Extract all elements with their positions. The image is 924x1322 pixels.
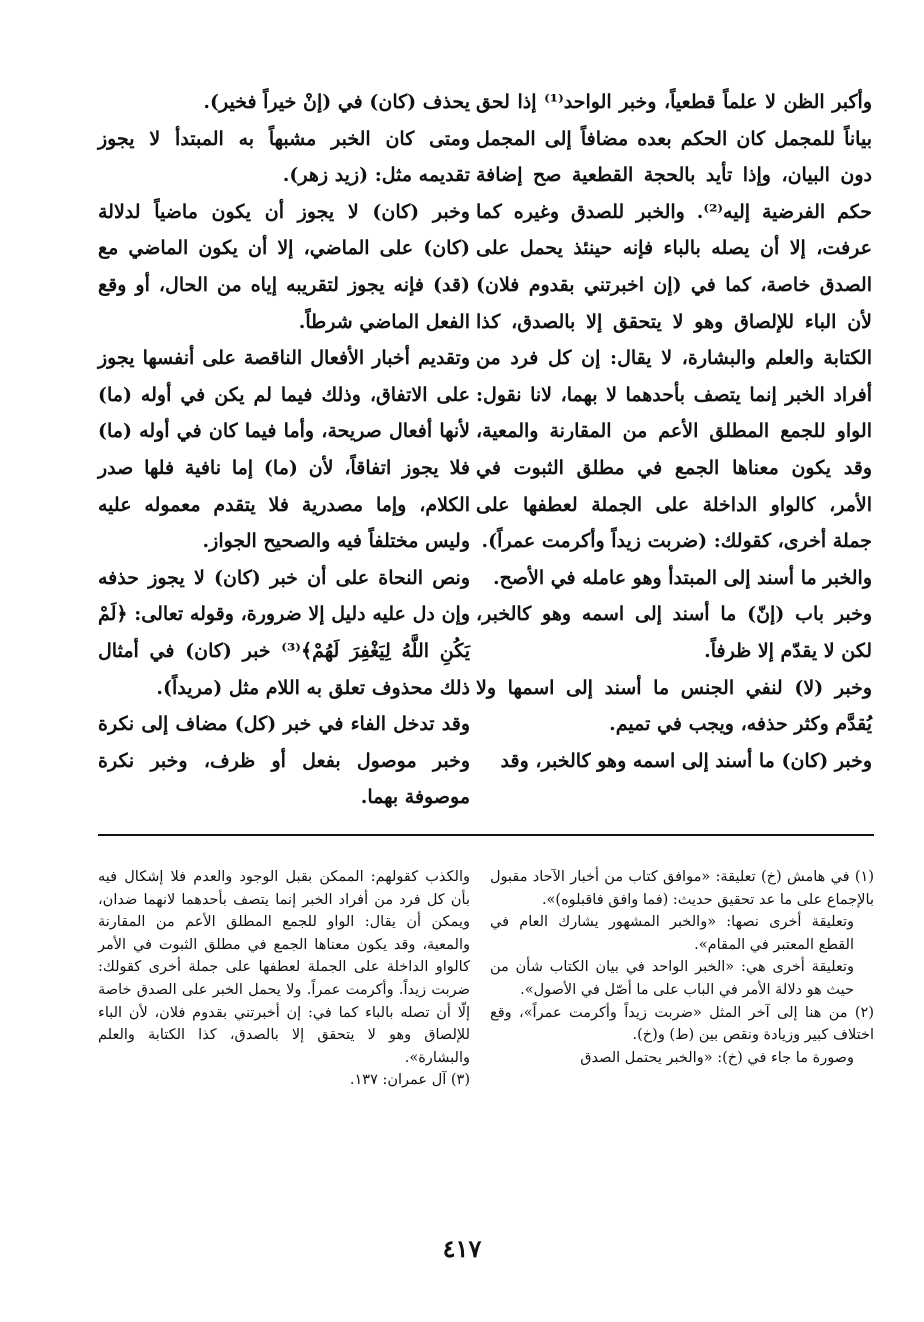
paragraph: ومتى كان الخبر مشبهاً به المبتدأ لا يجوز تقديمه مثل: (زيد زهر). <box>98 127 470 187</box>
paragraph: ونص النحاة على أن خبر (كان) لا يجوز حذفه وإن دل عليه دليل إلا ضرورة، وقوله تعالى: ﴿لَمْ يَكُنِ اللَّهُ لِيَغْفِرَ لَهُمْ﴾⁽³⁾ خبر (كان) في أمثال ذلك محذوف تعلق به اللام مثل (مريداً). <box>98 566 470 699</box>
footnote: وتعليقة أخرى هي: «الخبر الواحد في بيان الكتاب شأن من حيث هو دلالة الأمر في الباب على ما أصّل في الأصول». <box>490 959 854 998</box>
paragraph: وتقديم أخبار الأفعال الناقصة على أنفسها يجوز على الاتفاق، وذلك فيما لم يكن في أوله (ما) لأنها أفعال صريحة، وأما فيما كان في أوله (ما) فلا يجوز اتفاقاً، لأن (ما) إما نافية فلها صدر الكلام، وإما مصدرية فلا يتقدم معموله عليه وليس مختلفاً فيه والصحيح الجواز. <box>98 347 470 553</box>
paragraph: وأكبر الظن لا علماً قطعياً، وخبر الواحد⁽¹⁾ إذا لحق بياناً للمجمل كان الحكم بعده مضافاً إلى المجمل دون البيان، وإذا تأيد بالحجة القطعية صح إضافة حكم الفرضية إليه⁽²⁾. والخبر للصدق وغيره كما عرفت، إلا أن يصله بالباء فإنه حينئذ يحمل على الصدق خاصة، كما في (إن اخبرتني بقدوم فلان) لأن الباء للإلصاق وهو لا يتحقق إلا بالصدق، كذا الكتابة والعلم والبشارة، لا يقال: إن كل فرد من أفراد الخبر إنما يتصف بأحدهما لا بهما، لانا نقول: الواو للجمع المطلق الأعم من المقارنة والمعية، وقد يكون معناها الجمع في مطلق الثبوت في الأمر، كالواو الداخلة على الجملة لعطفها على جملة أخرى، كقولك: (ضربت زيداً وأكرمت عمراً). <box>476 91 872 553</box>
page-number: ٤١٧ <box>442 1234 482 1263</box>
footnote: (١) في هامش (خ) تعليقة: «موافق كتاب من أخبار الآحاد مقبول بالإجماع على ما عد تحقيق حديث: (فما وافق فاقبلوه)». <box>490 869 874 908</box>
footnote: (٣) آل عمران: ١٣٧. <box>349 1072 470 1089</box>
footnote-divider <box>98 834 874 836</box>
paragraph: وخبر (لا) لنفي الجنس ما أسند إلى اسمها ولا يُقدَّم وكثر حذفه، ويجب في تميم. <box>476 676 872 736</box>
footnotes-left-column <box>98 866 470 1092</box>
main-text-left-column <box>98 84 470 816</box>
footnotes-right-column <box>490 866 874 1069</box>
footnote: وتعليقة أخرى نصها: «والخبر المشهور يشارك العام في القطع المعتبر في المقام». <box>490 914 854 953</box>
main-text-right-column <box>476 84 872 779</box>
paragraph: وقد تدخل الفاء في خبر (كل) مضاف إلى نكرة وخبر موصول بفعل أو ظرف، وخبر نكرة موصوفة بهما. <box>98 713 470 809</box>
paragraph: وخبر (كان) ما أسند إلى اسمه وهو كالخبر، وقد <box>500 749 872 772</box>
paragraph: والخبر ما أسند إلى المبتدأ وهو عامله في الأصح. <box>492 566 872 589</box>
footnote: وصورة ما جاء في (خ): «والخبر يحتمل الصدق <box>580 1049 854 1066</box>
paragraph: وخبر باب (إنّ) ما أسند إلى اسمه وهو كالخبر، لكن لا يقدّم إلا ظرفاً. <box>476 603 872 662</box>
paragraph: وخبر (كان) لا يجوز أن يكون ماضياً لدلالة (كان) على الماضي، إلا أن يكون الماضي مع (قد) فإنه يجوز لتقريبه إياه من الحال، أو وقع الفعل الماضي شرطاً. <box>98 200 470 333</box>
footnote: (٢) من هنا إلى آخر المثل «ضربت زيداً وأكرمت عمراً»، وقع اختلاف كبير وزيادة ونقص بين (ط) و(خ). <box>490 1004 874 1044</box>
footnote: والكذب كقولهم: الممكن بقبل الوجود والعدم فلا إشكال فيه بأن كل فرد من أفراد الخبر إنما يتصف بأحدهما لانهما ضدان، ويمكن أن يقال: الواو للجمع المطلق الأعم من المقارنة والمعية، وقد يكون معناها الجمع في مطلق الثبوت في الأمر كالواو الداخلة على الجملة لعطفها على جملة أخرى كقولك: ضربت زيداً. وأكرمت عمراً. ولا يحمل الخبر على الصدق خاصة إلّا أن تصله بالباء كما في: إن أخبرتني بقدوم فلان، لأن الباء للإلصاق وهو لا يتحقق إلا بالصدق، كذا الكتابة والعلم والبشارة». <box>98 869 470 1066</box>
paragraph: يحذف (كان) في (إنْ خيراً فخير). <box>203 91 470 113</box>
